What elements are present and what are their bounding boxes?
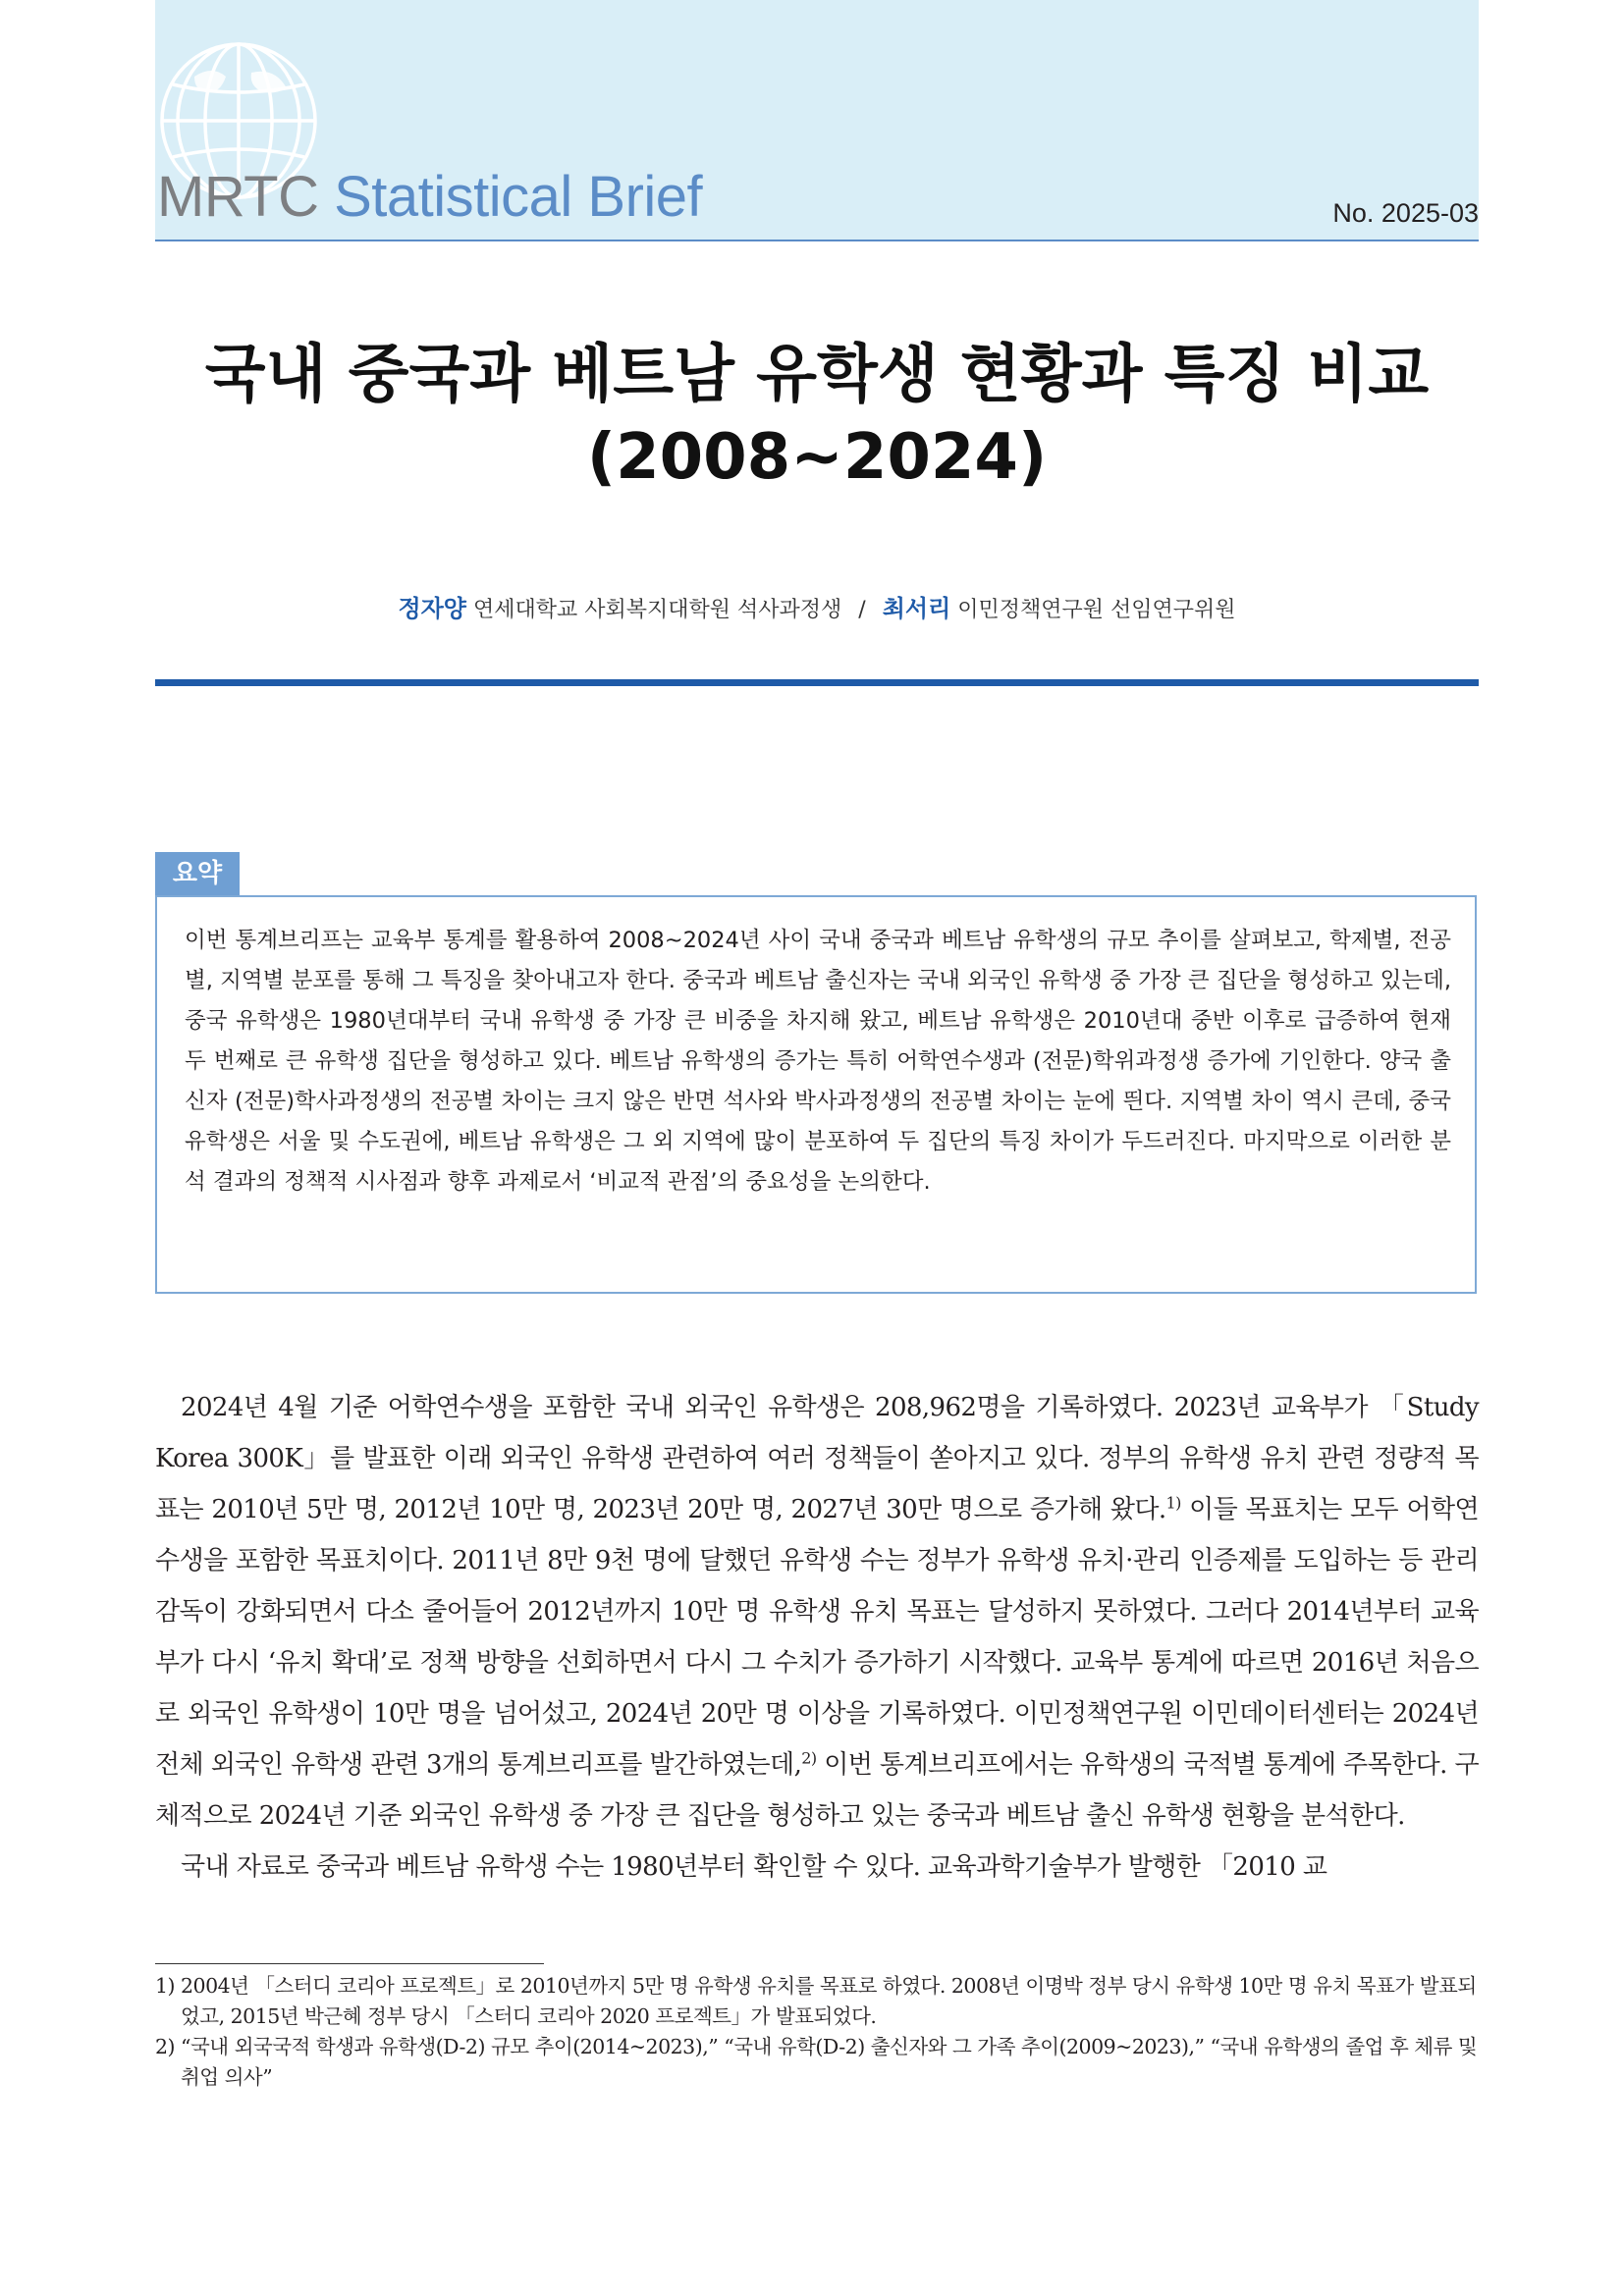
issue-number: No. 2025-03 [1332, 198, 1479, 228]
author1-affiliation: 연세대학교 사회복지대학원 석사과정생 [473, 598, 842, 622]
body-paragraph-1-part-b: 이들 목표치는 모두 어학연수생을 포함한 목표치이다. 2011년 8만 9천 명에 달했던 유학생 수는 정부가 유학생 유치·관리 인증제를 도입하는 등 관리 감독이 강화되면서 다소 줄어들어 2012년까지 10만 명 유학생 유치 목표는 달성하지 못하였다. 그러다 2014년부터 교육부가 다시 ‘유치 확대’로 정책 방향을 선회하면서 다시 그 수치가 증가하기 시작했다. 교육부 통계에 따르면 2016년 처음으로 외국인 유학생이 10만 명을 넘어섰고, 2024년 20만 명 이상을 기록하였다. 이민정책연구원 이민데이터센터는 2024년 전체 외국인 유학생 관련 3개의 통계브리프를 발간하였는데, [155, 1495, 1479, 1780]
author-line [155, 589, 1479, 623]
footnote-text: 2004년 「스터디 코리아 프로젝트」로 2010년까지 5만 명 유학생 유치를 목표로 하였다. 2008년 이명박 정부 당시 유학생 10만 명 유치 목표가 발표되었고, 2015년 박근혜 정부 당시 「스터디 코리아 2020 프로젝트」가 발표되었다. [181, 1974, 1477, 2028]
footnote-text: “국내 외국국적 학생과 유학생(D-2) 규모 추이(2014~2023),” “국내 유학(D-2) 출신자와 그 가족 추이(2009~2023),” “국내 유학생의 졸업 후 체류 및 취업 의사” [181, 2035, 1478, 2089]
body-paragraph-1-part-a: 2024년 4월 기준 어학연수생을 포함한 국내 외국인 유학생은 208,962명을 기록하였다. 2023년 교육부가 「Study Korea 300K」를 발표한 이래 외국인 유학생 관련하여 여러 정책들이 쏟아지고 있다. 정부의 유학생 유치 관련 정량적 목표는 2010년 5만 명, 2012년 10만 명, 2023년 20만 명, 2027년 30만 명으로 증가해 왔다. [155, 1393, 1479, 1524]
author2-affiliation: 이민정책연구원 선임연구위원 [957, 598, 1236, 622]
page-title [155, 334, 1479, 499]
brand-title [157, 165, 703, 229]
footnote-number: 2) [155, 2035, 176, 2058]
summary-text: 이번 통계브리프는 교육부 통계를 활용하여 2008~2024년 사이 국내 중국과 베트남 유학생의 규모 추이를 살펴보고, 학제별, 전공별, 지역별 분포를 통해 그 특징을 찾아내고자 한다. 중국과 베트남 출신자는 국내 외국인 유학생 중 가장 큰 집단을 형성하고 있는데, 중국 유학생은 1980년대부터 국내 유학생 중 가장 큰 비중을 차지해 왔고, 베트남 유학생은 2010년대 중반 이후로 급증하여 현재 두 번째로 큰 유학생 집단을 형성하고 있다. 베트남 유학생의 증가는 특히 어학연수생과 (전문)학위과정생 증가에 기인한다. 양국 출신자 (전문)학사과정생의 전공별 차이는 크지 않은 반면 석사와 박사과정생의 전공별 차이는 눈에 띈다. 지역별 차이 역시 큰데, 중국 유학생은 서울 및 수도권에, 베트남 유학생은 그 외 지역에 많이 분포하여 두 집단의 특징 차이가 두드러진다. 마지막으로 이러한 분석 결과의 정책적 시사점과 향후 과제로서 ‘비교적 관점’의 중요성을 논의한다. [185, 928, 1451, 1195]
author1-name: 정자양 [398, 595, 466, 622]
body-text [155, 1382, 1479, 1893]
header-divider [155, 240, 1479, 241]
brand-mrtc: MRTC [157, 165, 319, 229]
footnotes [155, 1971, 1479, 2093]
author-separator: / [858, 598, 866, 622]
body-paragraph-1-part-c: 이번 통계브리프에서는 유학생의 국적별 통계에 주목한다. 구체적으로 2024년 기준 외국인 유학생 중 가장 큰 집단을 형성하고 있는 중국과 베트남 출신 유학생 현황을 분석한다. [155, 1750, 1480, 1831]
footnote-ref-1[interactable]: 1) [1165, 1493, 1181, 1513]
body-paragraph-1 [155, 1382, 1479, 1842]
footnote-2 [155, 2032, 1479, 2093]
page-title-line2: (2008~2024) [586, 421, 1048, 494]
footnote-number: 1) [155, 1974, 176, 1998]
page-title-line1: 국내 중국과 베트남 유학생 현황과 특징 비교 [204, 339, 1430, 411]
footnote-ref-2[interactable]: 2) [801, 1748, 817, 1768]
footnote-1 [155, 1971, 1479, 2032]
summary-label: 요약 [155, 852, 240, 895]
brand-statistical-brief: Statistical Brief [334, 165, 703, 229]
title-divider [155, 679, 1479, 686]
author2-name: 최서리 [882, 595, 951, 622]
body-paragraph-2: 국내 자료로 중국과 베트남 유학생 수는 1980년부터 확인할 수 있다. 교육과학기술부가 발행한 「2010 교 [181, 1852, 1327, 1882]
footnote-divider [155, 1963, 544, 1964]
